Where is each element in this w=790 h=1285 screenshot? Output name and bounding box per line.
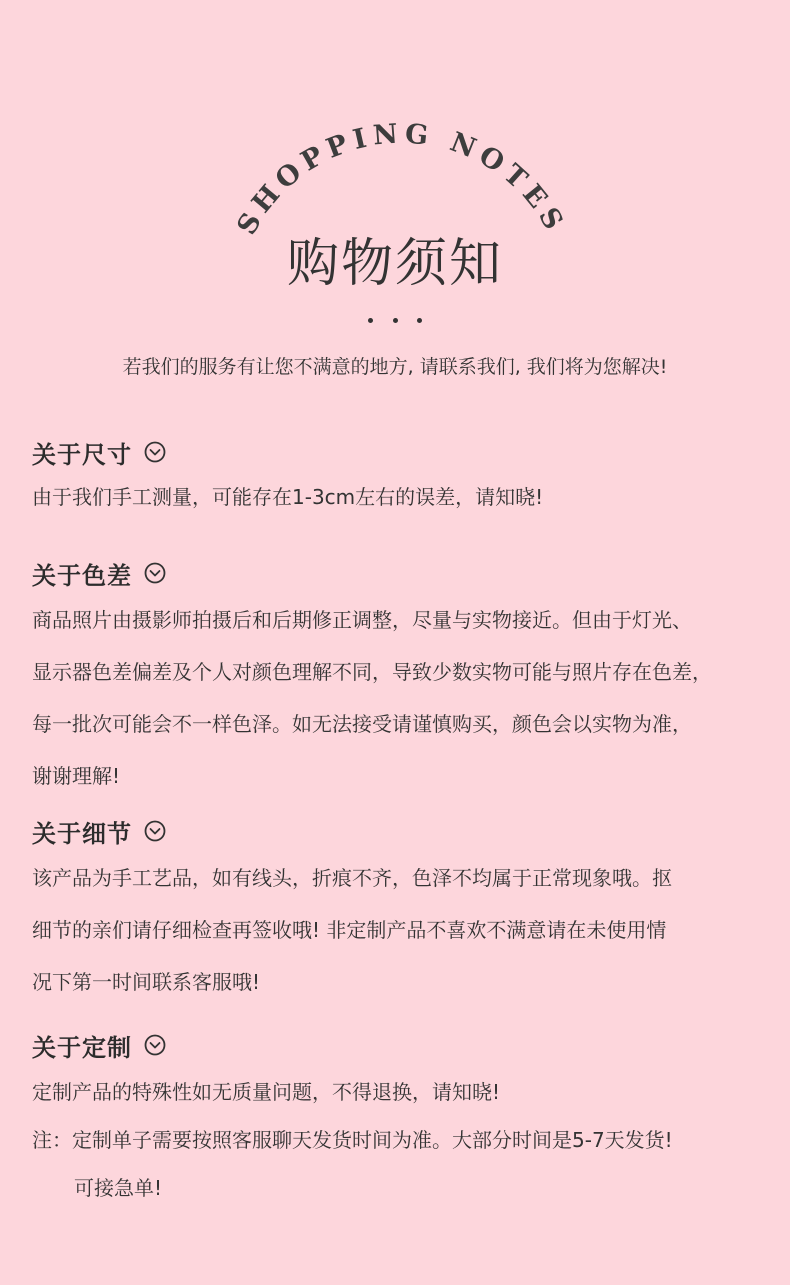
body-line: 该产品为手工艺品，如有线头，折痕不齐，色泽不均属于正常现象哦。抠 [32, 866, 672, 890]
arc-text: SHOPPING NOTES [231, 118, 572, 241]
note-line: 注：定制单子需要按照客服聊天发货时间为准。大部分时间是5-7天发货! [32, 1128, 673, 1152]
dot [368, 318, 373, 323]
section-title: 关于定制 [32, 1033, 132, 1062]
section-header[interactable] [32, 1025, 772, 1065]
body-line: 定制产品的特殊性如无质量问题，不得退换，请知晓! [32, 1080, 501, 1104]
section-color [32, 553, 772, 813]
section-body [32, 1077, 772, 1203]
body-line: 况下第一时间联系客服哦! [32, 970, 261, 994]
dots-divider [368, 318, 422, 326]
section-header[interactable] [32, 553, 772, 593]
section-header[interactable] [32, 432, 772, 472]
section-title: 关于尺寸 [32, 440, 132, 469]
dot [393, 318, 398, 323]
section-body [32, 605, 772, 791]
chevron-down-circle-icon [144, 441, 166, 463]
section-details [32, 811, 772, 1019]
body-line: 由于我们手工测量，可能存在1-3cm左右的误差，请知晓! [32, 485, 544, 509]
body-line: 每一批次可能会不一样色泽。如无法接受请谨慎购买，颜色会以实物为准， [32, 712, 692, 736]
body-line: 商品照片由摄影师拍摄后和后期修正调整，尽量与实物接近。但由于灯光、 [32, 608, 692, 632]
section-title: 关于细节 [32, 819, 132, 848]
page-title: 购物须知 [286, 234, 503, 294]
note-line-continued: 可接急单! [74, 1176, 163, 1200]
body-line: 显示器色差偏差及个人对颜色理解不同，导致少数实物可能与照片存在色差， [32, 660, 712, 684]
section-body [32, 482, 772, 512]
header [0, 0, 790, 340]
chevron-down-circle-icon [144, 1034, 166, 1056]
body-line: 谢谢理解! [32, 764, 121, 788]
section-header[interactable] [32, 811, 772, 851]
section-title: 关于色差 [32, 561, 132, 590]
chevron-down-circle-icon [144, 820, 166, 842]
dot [417, 318, 422, 323]
body-line: 细节的亲们请仔细检查再签收哦! 非定制产品不喜欢不满意请在未使用情 [32, 918, 667, 942]
section-size [32, 432, 772, 512]
intro-text: 若我们的服务有让您不满意的地方, 请联系我们, 我们将为您解决! [122, 356, 668, 378]
chevron-down-circle-icon [144, 562, 166, 584]
section-body [32, 863, 772, 997]
section-custom [32, 1025, 772, 1225]
